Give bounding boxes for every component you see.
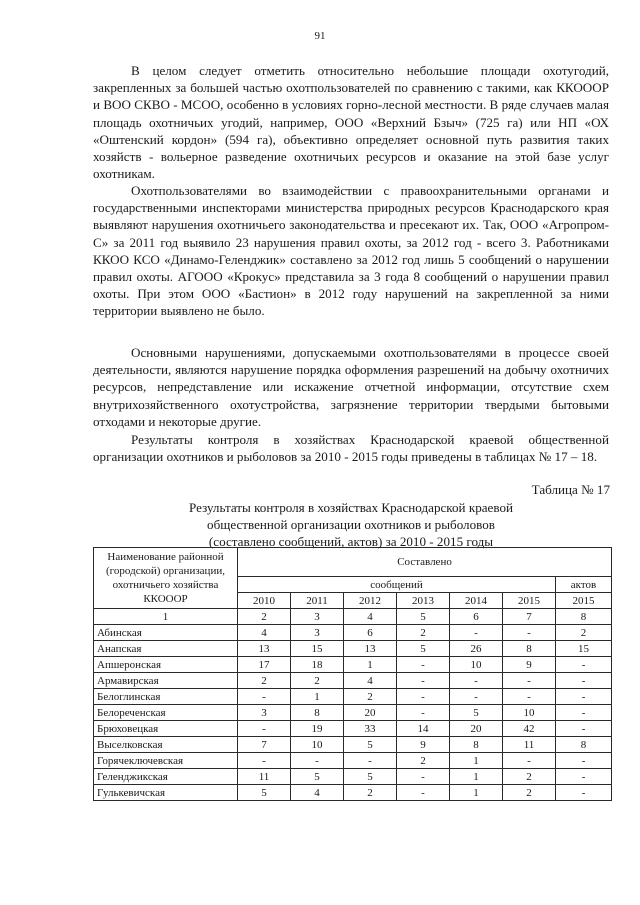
table-cell: 2 <box>397 753 450 769</box>
paragraph-4: Результаты контроля в хозяйствах Краснодарской краевой общественной организации охотников и рыболовов за 2010 - 2015 годы приведены в таблицах № 17 – 18. <box>93 432 609 465</box>
header-year: 2010 <box>238 593 291 609</box>
table-cell: 4 <box>344 673 397 689</box>
row-name: Гулькевичская <box>94 785 238 801</box>
table-cell: 2 <box>503 769 556 785</box>
table-row <box>94 785 612 801</box>
index-cell: 4 <box>344 609 397 625</box>
table-cell: 8 <box>503 641 556 657</box>
table-cell: - <box>556 769 612 785</box>
table-cell: 3 <box>238 705 291 721</box>
table-cell: 1 <box>450 769 503 785</box>
row-name: Армавирская <box>94 673 238 689</box>
table-cell: 42 <box>503 721 556 737</box>
table-cell: 1 <box>450 785 503 801</box>
index-cell: 8 <box>556 609 612 625</box>
table-cell: 1 <box>450 753 503 769</box>
table-cell: 2 <box>344 689 397 705</box>
table-cell: - <box>397 673 450 689</box>
header-composed: Составлено <box>238 548 612 577</box>
paragraph-1: В целом следует отметить относительно небольшие площади охотугодий, закрепленных за большей частью охотпользователей по сравнению с такими, как ККОООР и ВОО СКВО - МСОО, особенно в условиях горно-лесной местности. В ряде случаев малая площадь охотничьих угодий, например, ООО «Верхний Бзыч» (725 га) или НП «ОХ «Оштенский кордон» (594 га), объективно определяет основной путь развития таких хозяйств - вольерное разведение охотничьих ресурсов и оказание на этой базе услуг охотникам. <box>93 63 609 182</box>
header-row-1 <box>94 548 612 577</box>
row-name: Анапская <box>94 641 238 657</box>
table-cell: - <box>503 689 556 705</box>
table-row <box>94 673 612 689</box>
table-cell: 5 <box>238 785 291 801</box>
table-cell: 15 <box>556 641 612 657</box>
header-messages: сообщений <box>238 577 556 593</box>
index-row <box>94 609 612 625</box>
row-name: Белореченская <box>94 705 238 721</box>
table-cell: 2 <box>344 785 397 801</box>
caption-line: Результаты контроля в хозяйствах Краснодарской краевой <box>188 500 514 515</box>
table-cell: 5 <box>344 737 397 753</box>
table-cell: 10 <box>503 705 556 721</box>
table-row <box>94 737 612 753</box>
table-cell: 7 <box>238 737 291 753</box>
table-cell: 20 <box>450 721 503 737</box>
table-row <box>94 721 612 737</box>
table-cell: 10 <box>291 737 344 753</box>
row-name: Горячеключевская <box>94 753 238 769</box>
table-cell: 8 <box>291 705 344 721</box>
table-cell: 14 <box>397 721 450 737</box>
table-cell: 5 <box>344 769 397 785</box>
table-cell: - <box>556 673 612 689</box>
table-cell: - <box>397 785 450 801</box>
table-cell: 4 <box>291 785 344 801</box>
table-cell: 2 <box>397 625 450 641</box>
table-row <box>94 769 612 785</box>
table-cell: - <box>397 657 450 673</box>
table-cell: - <box>556 721 612 737</box>
table-cell: 1 <box>344 657 397 673</box>
table-row <box>94 641 612 657</box>
table-cell: 10 <box>450 657 503 673</box>
table-cell: - <box>397 689 450 705</box>
header-year: 2015 <box>503 593 556 609</box>
table-cell: - <box>397 769 450 785</box>
table-row <box>94 753 612 769</box>
table-cell: - <box>238 689 291 705</box>
row-name: Белоглинская <box>94 689 238 705</box>
index-cell: 5 <box>397 609 450 625</box>
table-cell: 33 <box>344 721 397 737</box>
table-cell: 2 <box>556 625 612 641</box>
table-cell: - <box>503 673 556 689</box>
table-row <box>94 657 612 673</box>
header-name-column: Наименование районной (городской) организации, охотничьего хозяйства ККОООР <box>94 548 238 609</box>
row-name: Брюховецкая <box>94 721 238 737</box>
table-cell: 13 <box>238 641 291 657</box>
paragraph-2: Охотпользователями во взаимодействии с правоохранительными органами и государственными инспекторами министерства природных ресурсов Краснодарского края выявляют нарушения охотничьего законодательства и пресекают их. Так, ООО «Агропром-С» за 2011 год выявило 23 нарушения правил охоты, за 2012 год - всего 3. Работниками ККОО КСО «Динамо-Геленджик» составлено за 2012 год лишь 5 сообщений о нарушении правил охоты. АГООО «Крокус» представила за 3 года 8 сообщений о нарушении правил охоты. При этом ООО «Бастион» в 2012 году нарушений на закрепленной за ними территории выявлено не было. <box>93 183 609 319</box>
table-cell: - <box>556 689 612 705</box>
table-cell: 2 <box>503 785 556 801</box>
row-name: Геленджикская <box>94 769 238 785</box>
index-cell: 6 <box>450 609 503 625</box>
caption-line: общественной организации охотников и рыболовов <box>207 517 495 532</box>
row-name: Апшеронская <box>94 657 238 673</box>
table-cell: - <box>238 753 291 769</box>
table-cell: - <box>344 753 397 769</box>
table-label: Таблица № 17 <box>531 482 610 497</box>
index-cell: 3 <box>291 609 344 625</box>
table-cell: 5 <box>450 705 503 721</box>
index-cell: 2 <box>238 609 291 625</box>
table-cell: 11 <box>503 737 556 753</box>
row-name: Выселковская <box>94 737 238 753</box>
table-cell: 3 <box>291 625 344 641</box>
table-cell: 1 <box>291 689 344 705</box>
index-cell: 7 <box>503 609 556 625</box>
table-cell: - <box>556 753 612 769</box>
table-cell: 9 <box>397 737 450 753</box>
table-cell: - <box>450 625 503 641</box>
paragraph-3: Основными нарушениями, допускаемыми охотпользователями в процессе своей деятельности, являются нарушение порядка оформления разрешений на добычу охотничих ресурсов, непредставление или искажение отчетной информации, отсутствие схем внутрихозяйственного охотустройства, загрязнение территории твердыми бытовыми отходами и некоторые другие. <box>93 345 609 429</box>
table-cell: - <box>450 689 503 705</box>
table-cell: 4 <box>238 625 291 641</box>
table-cell: - <box>503 625 556 641</box>
page-number: 91 <box>314 30 326 42</box>
table-cell: 5 <box>397 641 450 657</box>
table-cell: 8 <box>450 737 503 753</box>
table-cell: - <box>238 721 291 737</box>
index-cell: 1 <box>94 609 238 625</box>
table-cell: 17 <box>238 657 291 673</box>
table-cell: - <box>450 673 503 689</box>
header-year: 2014 <box>450 593 503 609</box>
table-cell: 5 <box>291 769 344 785</box>
table-row <box>94 705 612 721</box>
header-acts: актов <box>556 577 612 593</box>
table-cell: - <box>397 705 450 721</box>
table-cell: - <box>291 753 344 769</box>
table-cell: 11 <box>238 769 291 785</box>
table-cell: 9 <box>503 657 556 673</box>
table-cell: - <box>556 705 612 721</box>
table-row <box>94 625 612 641</box>
table-cell: 19 <box>291 721 344 737</box>
caption-line: (составлено сообщений, актов) за 2010 - 2015 годы <box>208 534 494 549</box>
table-cell: 18 <box>291 657 344 673</box>
header-year: 2013 <box>397 593 450 609</box>
table-cell: 26 <box>450 641 503 657</box>
table-cell: 2 <box>238 673 291 689</box>
table-cell: 13 <box>344 641 397 657</box>
table-cell: 8 <box>556 737 612 753</box>
header-year: 2012 <box>344 593 397 609</box>
table-cell: 15 <box>291 641 344 657</box>
header-year: 2011 <box>291 593 344 609</box>
table-cell: - <box>503 753 556 769</box>
header-year: 2015 <box>556 593 612 609</box>
table-cell: 20 <box>344 705 397 721</box>
table-cell: 6 <box>344 625 397 641</box>
row-name: Абинская <box>94 625 238 641</box>
results-table <box>93 547 612 801</box>
table-cell: 2 <box>291 673 344 689</box>
table-cell: - <box>556 657 612 673</box>
table-row <box>94 689 612 705</box>
table-cell: - <box>556 785 612 801</box>
table-caption <box>93 499 609 550</box>
